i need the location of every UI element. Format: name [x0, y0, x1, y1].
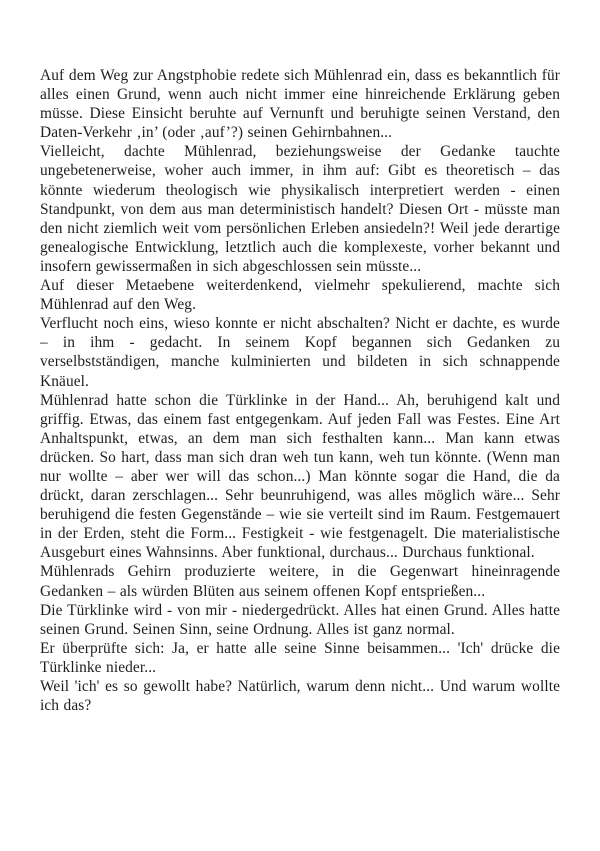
paragraph: Weil 'ich' es so gewollt habe? Natürlich, warum denn nicht... Und warum wollte ich das?: [40, 678, 560, 715]
paragraph: Verflucht noch eins, wieso konnte er nicht abschalten? Nicht er dachte, es wurde – in ihm - gedacht. In seinem Kopf begannen sich Gedanken zu verselbstständigen, manche kulminierten und bildeten in sich schnappende Knäuel.: [40, 315, 560, 390]
paragraph: Mühlenrad hatte schon die Türklinke in der Hand... Ah, beruhigend kalt und griffig. Etwas, das einem fast entgegenkam. Auf jeden Fall was Festes. Eine Art Anhaltspunkt, etwas, an dem man sich festhalten kann... Man kann etwas drücken. So hart, dass man sich dran weh tun kann, weh tun könnte. (Wenn man nur wollte – aber wer will das schon...) Man könnte sogar die Hand, die da drückt, daran zerschlagen... Sehr beunruhigend, was alles möglich wäre... Sehr beruhigend die festen Gegenstände – wie sie verteilt sind im Raum. Festgemauert in der Erden, steht die Form... Festigkeit - wie festgenagelt. Die materialistische Ausgeburt eines Wahnsinns. Aber funktional, durchaus... Durchaus funktional.: [40, 391, 560, 562]
paragraph: Die Türklinke wird - von mir - niedergedrückt. Alles hat einen Grund. Alles hatte seinen Grund. Seinen Sinn, seine Ordnung. Alles ist ganz normal.: [40, 601, 560, 638]
paragraph: Mühlenrads Gehirn produzierte weitere, in die Gegenwart hineinragende Gedanken – als würden Blüten aus seinem offenen Kopf entsprießen...: [40, 563, 560, 600]
text-block: [40, 66, 560, 715]
paragraph: Auf dieser Metaebene weiterdenkend, vielmehr spekulierend, machte sich Mühlenrad auf den Weg.: [40, 277, 560, 314]
paragraph: Auf dem Weg zur Angstphobie redete sich Mühlenrad ein, dass es bekanntlich für alles einen Grund, wenn auch nicht immer eine hinreichende Erklärung geben müsse. Diese Einsicht beruhte auf Vernunft und beruhigte seinen Verstand, den Daten-Verkehr ‚in’ (oder ‚auf’?) seinen Gehirnbahnen...: [40, 67, 560, 142]
paragraph: Er überprüfte sich: Ja, er hatte alle seine Sinne beisammen... 'Ich' drücke die Türklinke nieder...: [40, 639, 560, 676]
paragraph: Vielleicht, dachte Mühlenrad, beziehungsweise der Gedanke tauchte ungebetenerweise, woher auch immer, in ihm auf: Gibt es theoretisch – das könnte wiederum theologisch wie physikalisch interpretiert werden - einen Standpunkt, von dem aus man deterministisch handelt? Diesen Ort - müsste man den nicht ziemlich weit vom persönlichen Erleben ansiedeln?! Weil jede derartige genealogische Entwicklung, letztlich auch die komplexeste, vorher bekannt und insofern gewissermaßen in sich abgeschlossen sein müsste...: [40, 143, 560, 275]
